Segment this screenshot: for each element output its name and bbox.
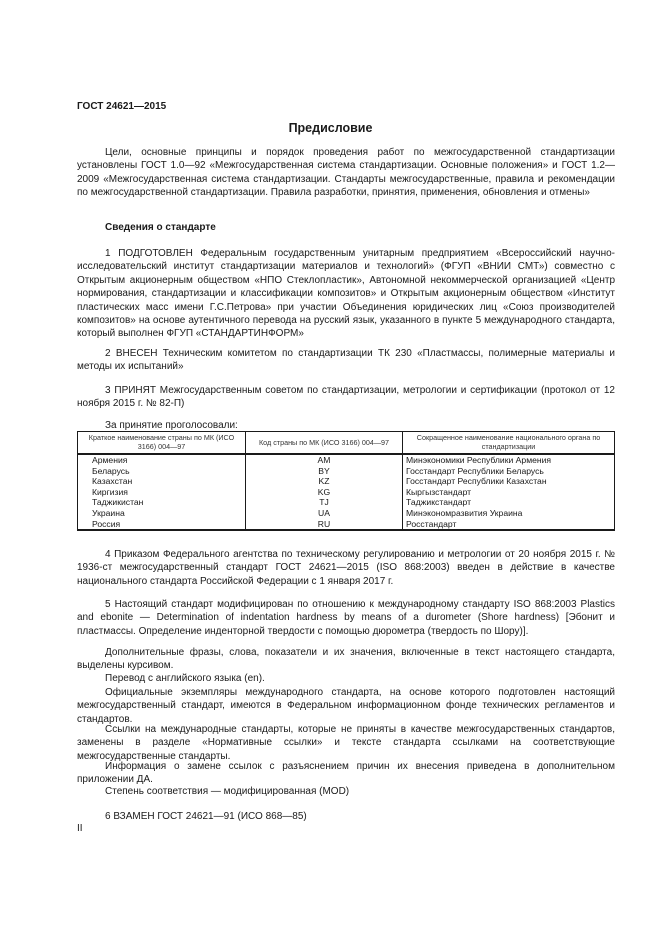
table-row <box>78 476 615 487</box>
item-5-text: 5 Настоящий стандарт модифицирован по отношению к международному стандарту ISO 868:2003 Plastics and ebonite — Determination of indentation hardness by means of a durometer (Shore hardness) [Эбонит и пластмассы. Определение инденторной твердости с помощью дюрометра (твердость по Шору)]. <box>77 599 615 637</box>
country-code-cell: UA <box>246 508 403 519</box>
section-title: Сведения о стандарте <box>105 222 216 233</box>
item-1-text: 1 ПОДГОТОВЛЕН Федеральным государственным унитарным предприятием «Всероссийский научно-исследовательский институт стандартизации материалов и технологий» (ФГУП «ВНИИ СМТ») совместно с Открытым акционерным обществом «НПО Стеклопластик», Автономной некоммерческой организацией «Центр нормирования, стандартизации и классификации композитов» и Открытым акционерным обществом «Институт пластических масс имени Г.С.Петрова» при участии Объединения юридических лиц «Союз производителей композитов» на основе аутентичного перевода на русский язык, указанного в пункте 5 международного стандарта, который выполнен ФГУП «СТАНДАРТИНФОРМ» <box>77 248 615 340</box>
item-3-paragraph <box>77 384 615 411</box>
item-5-official-copies-text: Официальные экземпляры международного стандарта, на основе которого подготовлен настоящий межгосударственный стандарт, имеются в Федеральном информационном фонде технических регламентов и стандартов. <box>77 687 615 725</box>
country-name-cell: Армения <box>78 454 246 466</box>
item-5-translation <box>77 672 615 685</box>
vote-table-header-row <box>78 432 615 455</box>
item-5-official-copies <box>77 686 615 726</box>
country-code-cell: BY <box>246 466 403 477</box>
item-5-translation-text: Перевод с английского языка (en). <box>105 673 265 684</box>
item-6-text: 6 ВЗАМЕН ГОСТ 24621—91 (ИСО 868—85) <box>105 811 307 822</box>
item-4-text: 4 Приказом Федерального агентства по техническому регулированию и метрологии от 20 ноября 2015 г. № 1936-ст межгосударственный стандарт ГОСТ 24621—2015 (ISO 868:2003) введен в действие в качестве национального стандарта Российской Федерации с 1 января 2017 г. <box>77 549 615 587</box>
item-5-replacement-info-text: Информация о замене ссылок с разъяснением причин их внесения приведена в дополнительном приложении ДА. <box>77 761 615 786</box>
item-2-paragraph <box>77 347 615 374</box>
country-code-cell: KZ <box>246 476 403 487</box>
standards-body-cell: Росстандарт <box>403 519 615 531</box>
country-name-cell: Киргизия <box>78 487 246 498</box>
header-country-name: Краткое наименование страны по МК (ИСО 3166) 004—97 <box>78 432 246 455</box>
table-row <box>78 466 615 477</box>
standards-body-cell: Минэкономики Республики Армения <box>403 454 615 466</box>
country-name-cell: Украина <box>78 508 246 519</box>
country-code-cell: RU <box>246 519 403 531</box>
country-name-cell: Беларусь <box>78 466 246 477</box>
intro-text: Цели, основные принципы и порядок проведения работ по межгосударственной стандартизации установлены ГОСТ 1.0—92 «Межгосударственная система стандартизации. Основные положения» и ГОСТ 1.2—2009 «Межгосударственная система стандартизации. Стандарты межгосударственные, правила и рекомендации по межгосударственной стандартизации. Правила разработки, принятия, применения, обновления и отмены» <box>77 147 615 199</box>
country-code-cell: TJ <box>246 497 403 508</box>
item-4-paragraph <box>77 548 615 588</box>
item-5-additions-text: Дополнительные фразы, слова, показатели и их значения, включенные в текст настоящего стандарта, выделены курсивом. <box>77 647 615 672</box>
country-code-cell: KG <box>246 487 403 498</box>
item-5-conformity <box>77 785 615 798</box>
standards-body-cell: Таджикстандарт <box>403 497 615 508</box>
item-3-text: 3 ПРИНЯТ Межгосударственным советом по стандартизации, метрологии и сертификации (протокол от 12 ноября 2015 г. № 82-П) <box>77 385 615 410</box>
table-row <box>78 519 615 531</box>
item-2-text: 2 ВНЕСЕН Техническим комитетом по стандартизации ТК 230 «Пластмассы, полимерные материалы и методы их испытаний» <box>77 348 615 373</box>
intro-paragraph <box>77 146 615 200</box>
country-name-cell: Россия <box>78 519 246 531</box>
table-row <box>78 487 615 498</box>
vote-table-caption: За принятие проголосовали: <box>105 420 238 431</box>
item-5-conformity-text: Степень соответствия — модифицированная (MOD) <box>105 786 350 797</box>
country-code-cell: AM <box>246 454 403 466</box>
table-row <box>78 508 615 519</box>
page-number: II <box>77 823 83 834</box>
standards-body-cell: Минэкономразвития Украина <box>403 508 615 519</box>
item-5-paragraph <box>77 598 615 638</box>
table-row <box>78 497 615 508</box>
item-5-references <box>77 723 615 763</box>
table-row <box>78 454 615 466</box>
header-standards-body: Сокращенное наименование национального органа по стандартизации <box>403 432 615 455</box>
item-1-paragraph <box>77 247 615 341</box>
country-name-cell: Таджикистан <box>78 497 246 508</box>
vote-table <box>77 431 615 531</box>
item-6-paragraph <box>77 810 615 823</box>
country-name-cell: Казахстан <box>78 476 246 487</box>
page-title: Предисловие <box>288 121 373 135</box>
item-5-references-text: Ссылки на международные стандарты, которые не приняты в качестве межгосударственных стандартов, заменены в разделе «Нормативные ссылки» и тексте стандарта ссылками на соответствующие межгосударственные стандарты. <box>77 724 615 762</box>
item-5-replacement-info <box>77 760 615 787</box>
standards-body-cell: Госстандарт Республики Беларусь <box>403 466 615 477</box>
document-code-header: ГОСТ 24621—2015 <box>77 101 167 112</box>
header-country-code: Код страны по МК (ИСО 3166) 004—97 <box>246 432 403 455</box>
item-5-additions <box>77 646 615 673</box>
standards-body-cell: Госстандарт Республики Казахстан <box>403 476 615 487</box>
standards-body-cell: Кыргызстандарт <box>403 487 615 498</box>
